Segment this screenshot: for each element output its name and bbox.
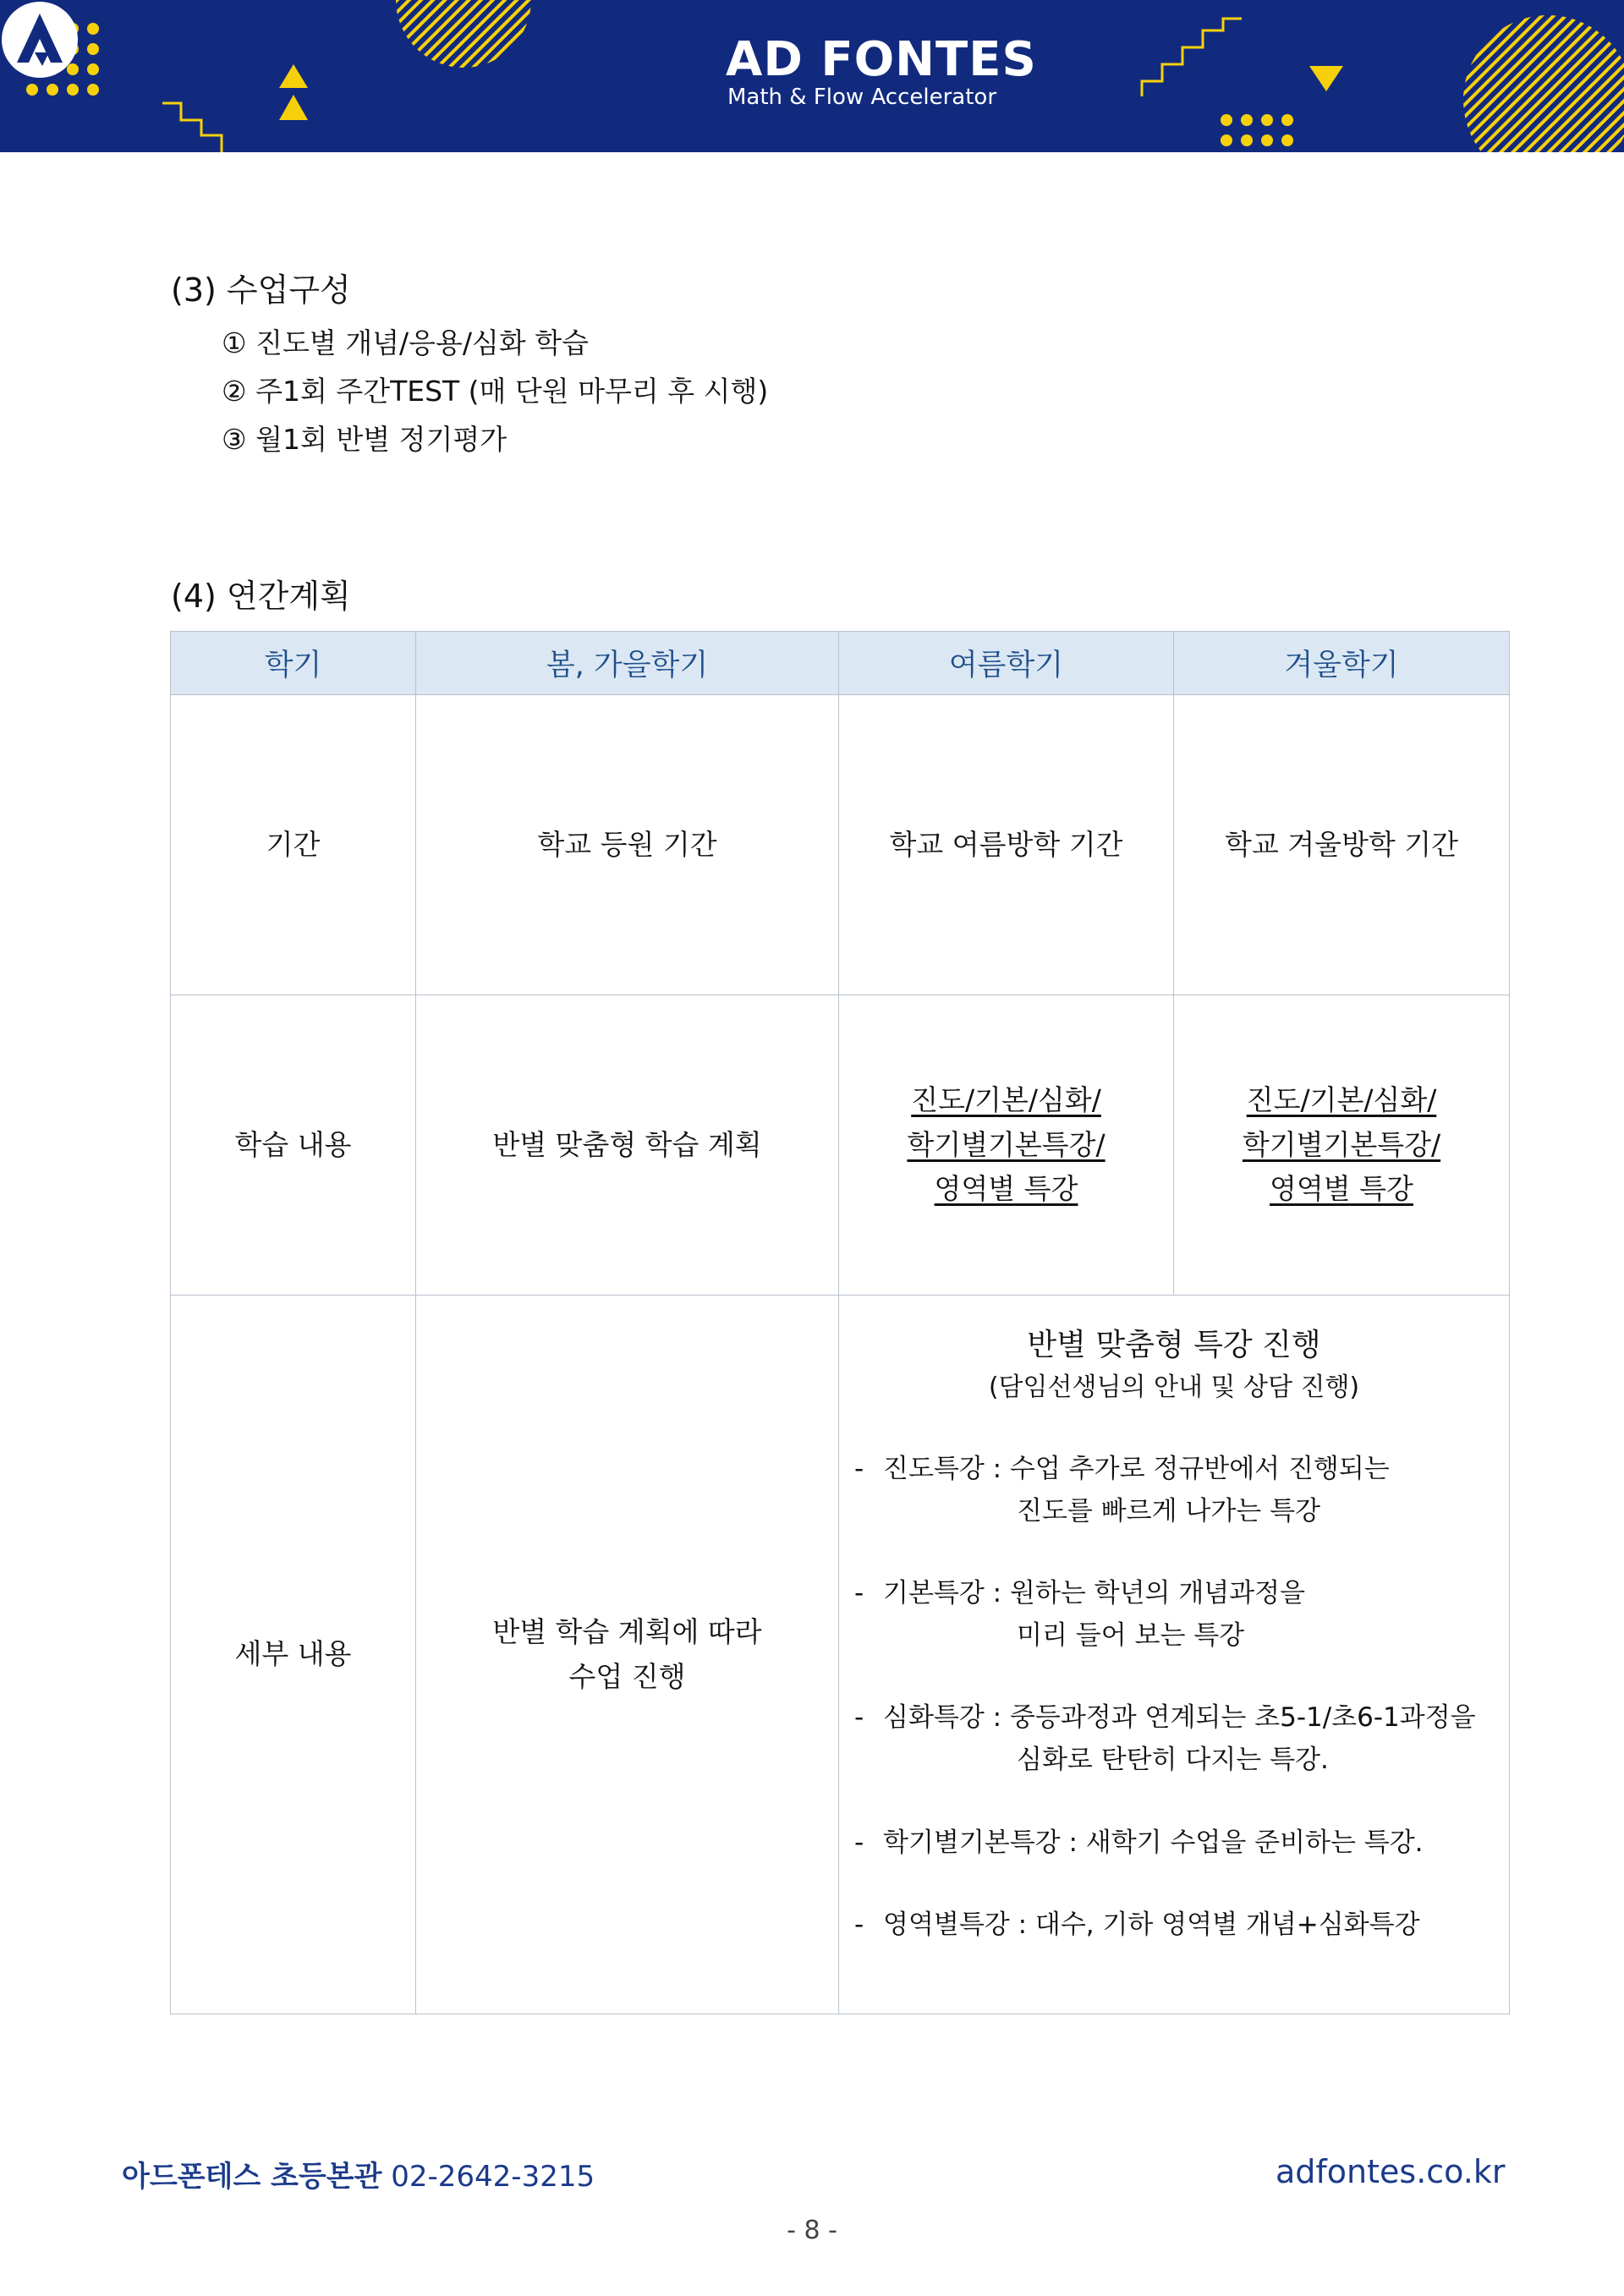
footer-phone[interactable]: 02-2642-3215: [391, 2160, 595, 2194]
list-item: ② 주1회 주간TEST (매 단원 마무리 후 시행): [222, 375, 769, 408]
stair-line-right: [1142, 19, 1242, 96]
special-lectures-subtitle: (담임선생님의 안내 및 상담 진행): [988, 1373, 1360, 1402]
striped-semicircle-left: [396, 0, 531, 68]
list-item: ③ 월1회 반별 정기평가: [222, 423, 508, 456]
annual-plan-table: [170, 631, 1510, 2014]
brand-name: AD FONTES: [726, 32, 1037, 87]
table-row-content: [171, 995, 1510, 1296]
brand-tagline: Math & Flow Accelerator: [727, 85, 997, 110]
dash-bullet: -: [854, 1702, 864, 1734]
detail-line: 수업 진행: [568, 1659, 686, 1693]
cell-content-winter: [1174, 995, 1510, 1296]
header-banner: [0, 0, 1624, 152]
special-item-line: 진도특강 : 수업 추가로 정규반에서 진행되는: [883, 1454, 1390, 1484]
list-item: [854, 1904, 1509, 1947]
stair-line-left: [162, 103, 222, 152]
cell-period-spring-fall: 학교 등원 기간: [416, 695, 839, 995]
section-title-annual-plan: (4) 연간계획: [171, 578, 351, 615]
cell-detail-special-lectures: [839, 1296, 1510, 2014]
list-item: [854, 1697, 1509, 1781]
table-row-detail: [171, 1296, 1510, 2014]
striped-circle-right: [1463, 15, 1624, 152]
triangle-up-1: [279, 64, 308, 88]
detail-line: 반별 학습 계획에 따라: [492, 1614, 762, 1648]
footer-website-link[interactable]: adfontes.co.kr: [1276, 2153, 1506, 2190]
special-item-line: 심화특강 : 중등과정과 연계되는 초5-1/초6-1과정을: [883, 1702, 1476, 1734]
header-cell-spring-fall: 봄, 가을학기: [416, 632, 839, 695]
footer-contact: [122, 2153, 595, 2195]
special-item-line: 학기별기본특강 : 새학기 수업을 준비하는 특강.: [883, 1827, 1424, 1858]
table-row-period: [171, 695, 1510, 995]
cell-period-winter: 학교 겨울방학 기간: [1174, 695, 1510, 995]
special-item-continuation: 진도를 빠르게 나가는 특강: [1017, 1495, 1320, 1526]
content-line: 진도/기본/심화/: [1246, 1082, 1437, 1116]
special-lectures-title: 반별 맞춤형 특강 진행: [1027, 1328, 1321, 1362]
dash-bullet: -: [854, 1578, 864, 1609]
dash-bullet: -: [854, 1910, 864, 1941]
list-item: [854, 1573, 1509, 1657]
content-line: 진도/기본/심화/: [911, 1082, 1101, 1116]
header-cell-winter: 겨울학기: [1174, 632, 1510, 695]
row-label-period: 기간: [171, 695, 416, 995]
content-line: 영역별 특강: [1270, 1172, 1413, 1206]
content-line: 영역별 특강: [934, 1172, 1078, 1206]
table-header-row: [171, 632, 1510, 695]
cell-content-spring-fall: 반별 맞춤형 학습 계획: [416, 995, 839, 1296]
special-item-continuation: 심화로 탄탄히 다지는 특강.: [1017, 1744, 1329, 1775]
dash-bullet: -: [854, 1827, 864, 1858]
list-item: ① 진도별 개념/응용/심화 학습: [222, 326, 589, 359]
special-item-line: 영역별특강 : 대수, 기하 영역별 개념+심화특강: [883, 1910, 1420, 1941]
content-line: 학기별기본특강/: [1242, 1127, 1441, 1161]
triangle-down: [1309, 66, 1343, 91]
cell-content-summer: [839, 995, 1174, 1296]
row-label-content: 학습 내용: [171, 995, 416, 1296]
special-item-line: 기본특강 : 원하는 학년의 개념과정을: [883, 1578, 1306, 1609]
list-item: [854, 1822, 1509, 1865]
content-line: 학기별기본특강/: [907, 1127, 1106, 1161]
header-cell-summer: 여름학기: [839, 632, 1174, 695]
dot-grid-right: [1221, 114, 1293, 146]
special-item-continuation: 미리 들어 보는 특강: [1017, 1619, 1245, 1651]
dash-bullet: -: [854, 1454, 864, 1484]
a-logo-icon: [0, 0, 80, 79]
header-cell-semester: 학기: [171, 632, 416, 695]
row-label-detail: 세부 내용: [171, 1296, 416, 2014]
triangle-up-2: [279, 95, 308, 120]
page-number: - 8 -: [787, 2216, 837, 2245]
cell-detail-spring-fall: [416, 1296, 839, 2014]
list-item: [854, 1449, 1509, 1532]
footer-org-name: 아드폰테스 초등본관: [122, 2160, 382, 2194]
section-title-class-structure: (3) 수업구성: [171, 271, 351, 309]
cell-period-summer: 학교 여름방학 기간: [839, 695, 1174, 995]
